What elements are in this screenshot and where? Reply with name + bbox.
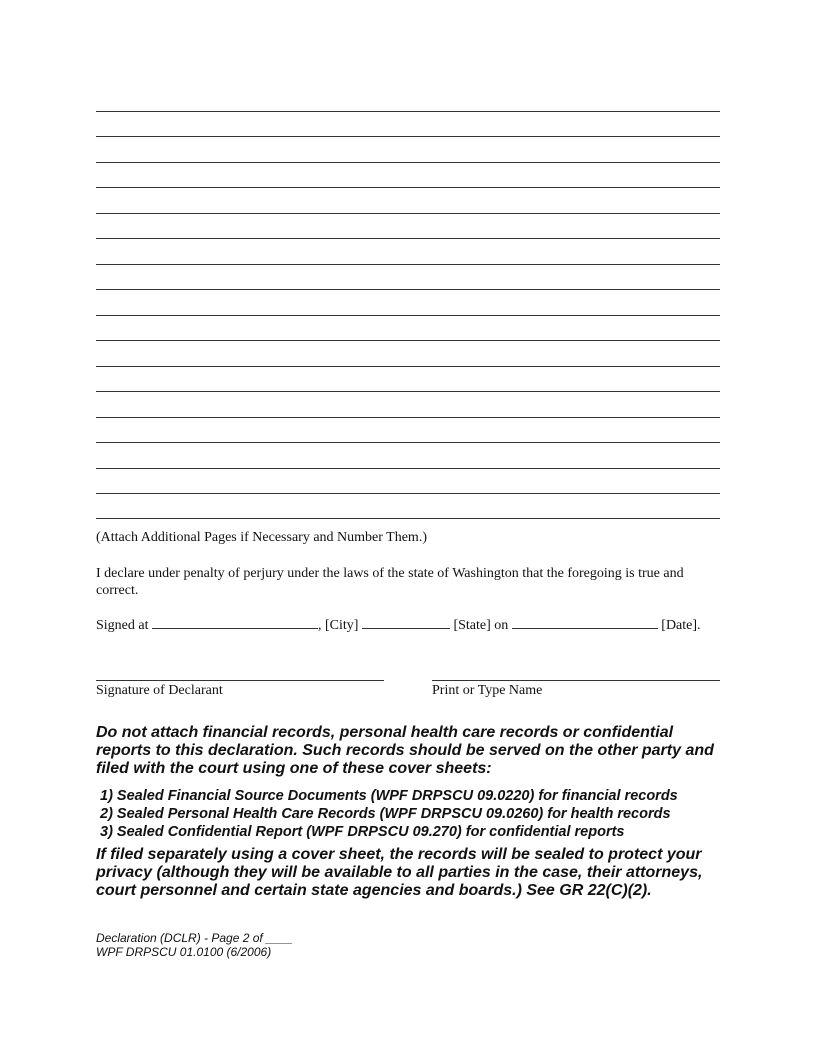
ruled-line: [96, 340, 720, 341]
ruled-line: [96, 366, 720, 367]
date-field[interactable]: [512, 615, 658, 629]
ruled-line: [96, 518, 720, 519]
ruled-line: [96, 442, 720, 443]
ruled-line: [96, 136, 720, 137]
footer-form-id: WPF DRPSCU 01.0100 (6/2006): [96, 945, 272, 959]
cover-sheet-item: 2) Sealed Personal Health Care Records (WPF DRPSCU 09.0260) for health records: [100, 806, 671, 822]
ruled-line: [96, 391, 720, 392]
print-name-line[interactable]: [432, 680, 720, 681]
ruled-line: [96, 238, 720, 239]
ruled-line: [96, 315, 720, 316]
ruled-line: [96, 468, 720, 469]
state-field[interactable]: [362, 615, 450, 629]
cover-sheet-item: 1) Sealed Financial Source Documents (WPF DRPSCU 09.0220) for financial records: [100, 788, 678, 804]
ruled-line: [96, 162, 720, 163]
ruled-line: [96, 187, 720, 188]
signed-at-label: Signed at: [96, 618, 149, 633]
form-footer: [96, 931, 293, 959]
sealing-notice: If filed separately using a cover sheet, the records will be sealed to protect your privacy (although they will be available to all parties in the case, their attorneys, court personnel and certain state agencies and boards.) See GR 22(C)(2).: [96, 846, 703, 899]
cover-sheet-item: 3) Sealed Confidential Report (WPF DRPSCU 09.270) for confidential reports: [100, 824, 625, 840]
attach-pages-note: (Attach Additional Pages if Necessary and Number Them.): [96, 530, 427, 545]
ruled-line: [96, 111, 720, 112]
ruled-line: [96, 264, 720, 265]
print-name-label: Print or Type Name: [432, 683, 543, 698]
perjury-declaration: I declare under penalty of perjury under the laws of the state of Washington that the foregoing is true and correct.: [96, 566, 684, 598]
date-label: [Date].: [661, 618, 701, 633]
footer-page-number: Declaration (DCLR) - Page 2 of ____: [96, 931, 293, 945]
city-field[interactable]: [152, 615, 318, 629]
ruled-line: [96, 417, 720, 418]
cover-sheet-list: [100, 787, 740, 841]
confidential-records-warning: Do not attach financial records, personal health care records or confidential reports to this declaration. Such records should be served on the other party and filed with the court using one of these cover sheets:: [96, 724, 714, 777]
ruled-line: [96, 289, 720, 290]
signature-of-declarant-label: Signature of Declarant: [96, 683, 223, 698]
signed-line: [96, 615, 736, 634]
declarant-signature-line[interactable]: [96, 680, 384, 681]
ruled-line: [96, 493, 720, 494]
state-label: [State] on: [453, 618, 509, 633]
city-label: , [City]: [318, 618, 359, 633]
ruled-line: [96, 213, 720, 214]
